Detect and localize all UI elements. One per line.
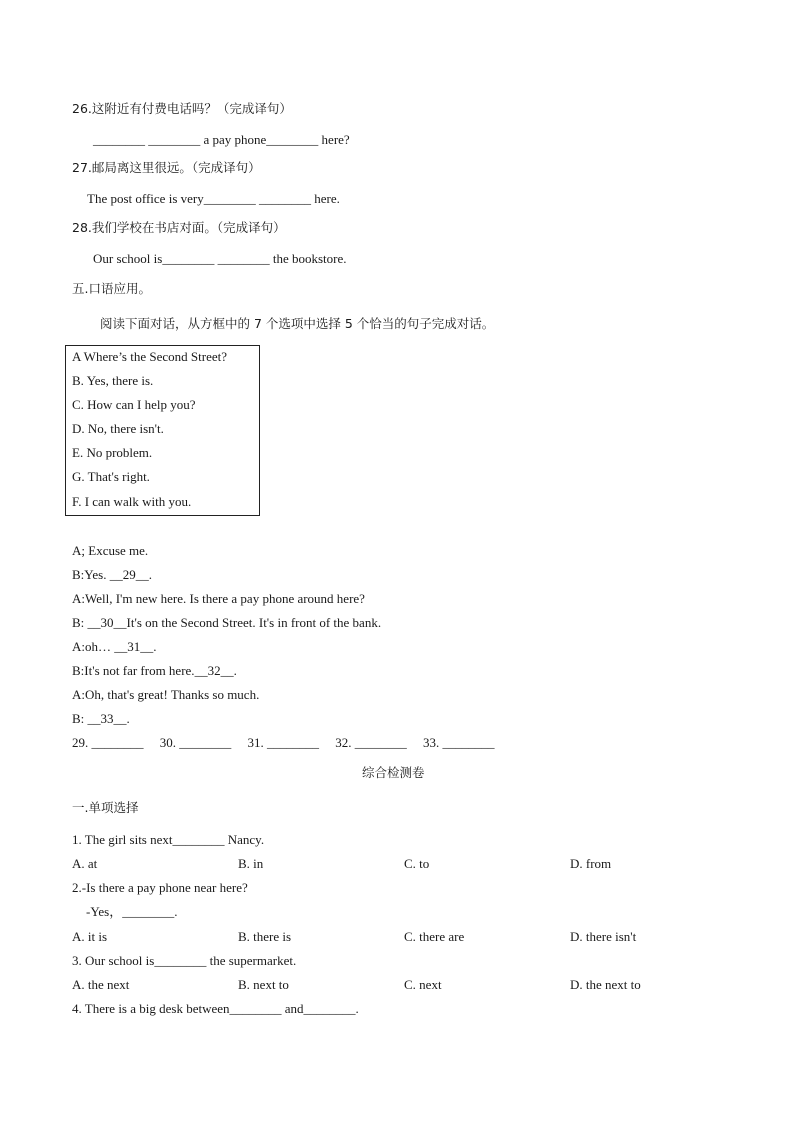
option-f: F. I can walk with you. [72, 494, 192, 509]
q4-stem: 4. There is a big desk between________ and________. [72, 1001, 359, 1016]
dialogue-line-4-end: It's on the Second Street. It's in front of the bank. [126, 615, 382, 630]
q2-choice-b: B. there is [238, 929, 292, 944]
option-c: C. How can I help you? [72, 397, 196, 412]
dialogue-line-3: A:Well, I'm new here. Is there a pay phone around here? [72, 591, 365, 606]
blank-31: __31__ [114, 639, 154, 654]
dialogue-line-4 [72, 615, 381, 631]
dialogue-line-2-end: . [148, 567, 152, 582]
dialogue-line-8-end: . [126, 711, 130, 726]
q2-choice-d: D. there isn't [570, 929, 637, 944]
q1-choice-a: A. at [72, 856, 98, 871]
section1-heading: 一.单项选择 [72, 800, 139, 815]
q2-choice-a: A. it is [72, 929, 108, 944]
test-title: 综合检测卷 [362, 765, 425, 780]
blank-30: __30__ [87, 615, 127, 630]
q1-choice-d: D. from [570, 856, 612, 871]
section5-instruction: 阅读下面对话，从方框中的 7 个选项中选择 5 个恰当的句子完成对话。 [100, 316, 495, 331]
option-g: G. That's right. [72, 469, 150, 484]
option-b: B. Yes, there is. [72, 373, 154, 388]
option-d: D. No, there isn't. [72, 421, 164, 436]
q3-stem: 3. Our school is________ the supermarket. [72, 953, 297, 968]
q1-stem: 1. The girl sits next________ Nancy. [72, 832, 265, 847]
q27-prompt: 27.邮局离这里很远。（完成译句） [72, 160, 261, 175]
q1-choice-b: B. in [238, 856, 264, 871]
q3-choice-b: B. next to [238, 977, 289, 992]
dialogue-line-5-text: A:oh… [72, 639, 115, 654]
option-e: E. No problem. [72, 445, 153, 460]
dialogue-line-7: A:Oh, that's great! Thanks so much. [72, 687, 260, 702]
blank-33: __33__ [87, 711, 127, 726]
q28-prompt: 28.我们学校在书店对面。（完成译句） [72, 220, 286, 235]
q2-stem: 2.-Is there a pay phone near here? [72, 880, 248, 895]
q2-choice-c: C. there are [404, 929, 465, 944]
dialogue-line-6-end: . [233, 663, 237, 678]
dialogue-line-1: A; Excuse me. [72, 543, 149, 558]
dialogue-line-2 [72, 567, 152, 583]
q3-choice-d: D. the next to [570, 977, 641, 992]
q2-stem-response: -Yes，________. [86, 904, 178, 919]
options-box [65, 345, 260, 516]
dialogue-line-2-text: B:Yes. [72, 567, 110, 582]
q27-answer-line: The post office is very________ ________ here. [87, 191, 340, 206]
q26-answer-line: ________ ________ a pay phone________ here? [93, 132, 350, 147]
dialogue-line-5 [72, 639, 157, 655]
q28-answer-line: Our school is________ ________ the bookstore. [93, 251, 347, 266]
option-a: A Where’s the Second Street? [72, 349, 227, 364]
dialogue-line-6-text: B:It's not far from here. [72, 663, 195, 678]
answers-line: 29. ________ 30. ________ 31. ________ 32. ________ 33. ________ [72, 735, 495, 750]
dialogue-line-8 [72, 711, 130, 727]
blank-29: __29__ [109, 567, 149, 582]
q3-choice-a: A. the next [72, 977, 130, 992]
dialogue-line-4-text: B: [72, 615, 88, 630]
q3-choice-c: C. next [404, 977, 442, 992]
dialogue-line-8-text: B: [72, 711, 88, 726]
q1-choice-c: C. to [404, 856, 430, 871]
blank-32: __32__ [194, 663, 234, 678]
dialogue-line-6 [72, 663, 237, 679]
dialogue-line-5-end: . [153, 639, 157, 654]
section5-heading: 五.口语应用。 [72, 281, 151, 296]
q26-prompt: 26.这附近有付费电话吗？（完成译句） [72, 101, 292, 116]
